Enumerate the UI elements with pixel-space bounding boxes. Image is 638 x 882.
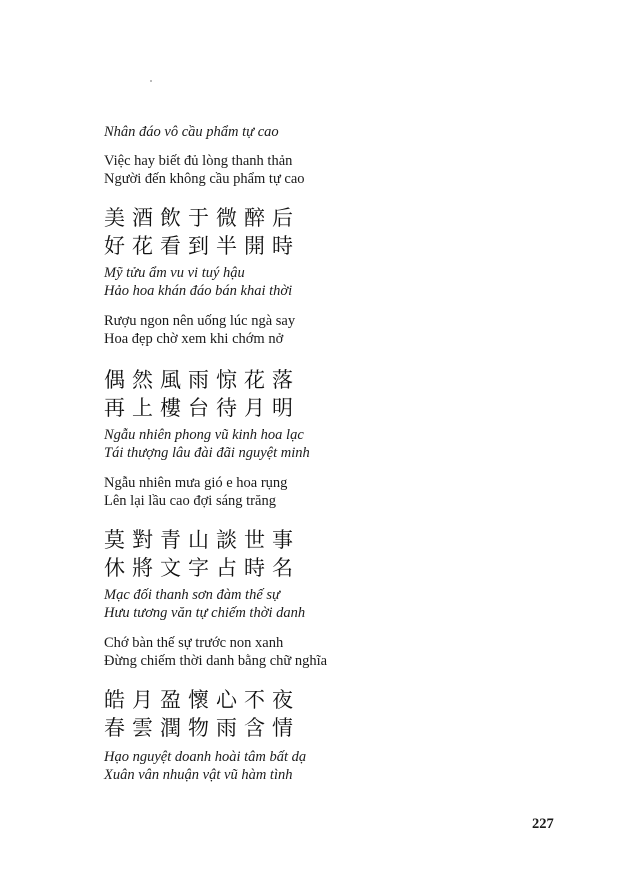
transliteration-line: Mỹ tửu ẩm vu vi tuý hậu (104, 265, 245, 281)
translation-line: Việc hay biết đủ lòng thanh thản (104, 153, 293, 169)
han-verse-line: 偶然風雨惊花落 (104, 368, 300, 392)
page-number: 227 (532, 816, 554, 832)
han-verse-line: 春雲潤物雨含情 (104, 716, 300, 740)
transliteration-line: Ngẫu nhiên phong vũ kinh hoa lạc (104, 427, 304, 443)
han-verse-line: 休將文字占時名 (104, 556, 300, 580)
translation-line: Ngẫu nhiên mưa gió e hoa rụng (104, 475, 288, 491)
transliteration-line: Hưu tương văn tự chiếm thời danh (104, 605, 306, 621)
translation-line: Hoa đẹp chờ xem khi chớm nở (104, 331, 284, 347)
transliteration-line: Hảo hoa khán đáo bán khai thời (104, 283, 293, 299)
transliteration-line: Hạo nguyệt doanh hoài tâm bất dạ (104, 749, 307, 765)
transliteration-line: Tái thượng lâu đài đãi nguyệt minh (104, 445, 310, 461)
translation-line: Lên lại lầu cao đợi sáng trăng (104, 493, 276, 509)
han-verse-line: 皓月盈懷心不夜 (104, 688, 300, 712)
transliteration-line: Mạc đối thanh sơn đàm thế sự (104, 587, 280, 603)
han-verse-line: 莫對青山談世事 (104, 528, 300, 552)
han-verse-line: 再上樓台待月明 (104, 396, 300, 420)
han-verse-line: 好花看到半開時 (104, 234, 300, 258)
han-verse-line: 美酒飲于微醉后 (104, 206, 300, 230)
transliteration-line: Nhân đáo vô cầu phẩm tự cao (104, 124, 279, 140)
translation-line: Đừng chiếm thời danh bằng chữ nghĩa (104, 653, 328, 669)
transliteration-line: Xuân vân nhuận vật vũ hàm tình (104, 767, 293, 783)
translation-line: Chớ bàn thế sự trước non xanh (104, 635, 284, 651)
scan-speck (150, 80, 152, 82)
translation-line: Rượu ngon nên uống lúc ngà say (104, 313, 296, 329)
translation-line: Người đến không cầu phẩm tự cao (104, 171, 305, 187)
